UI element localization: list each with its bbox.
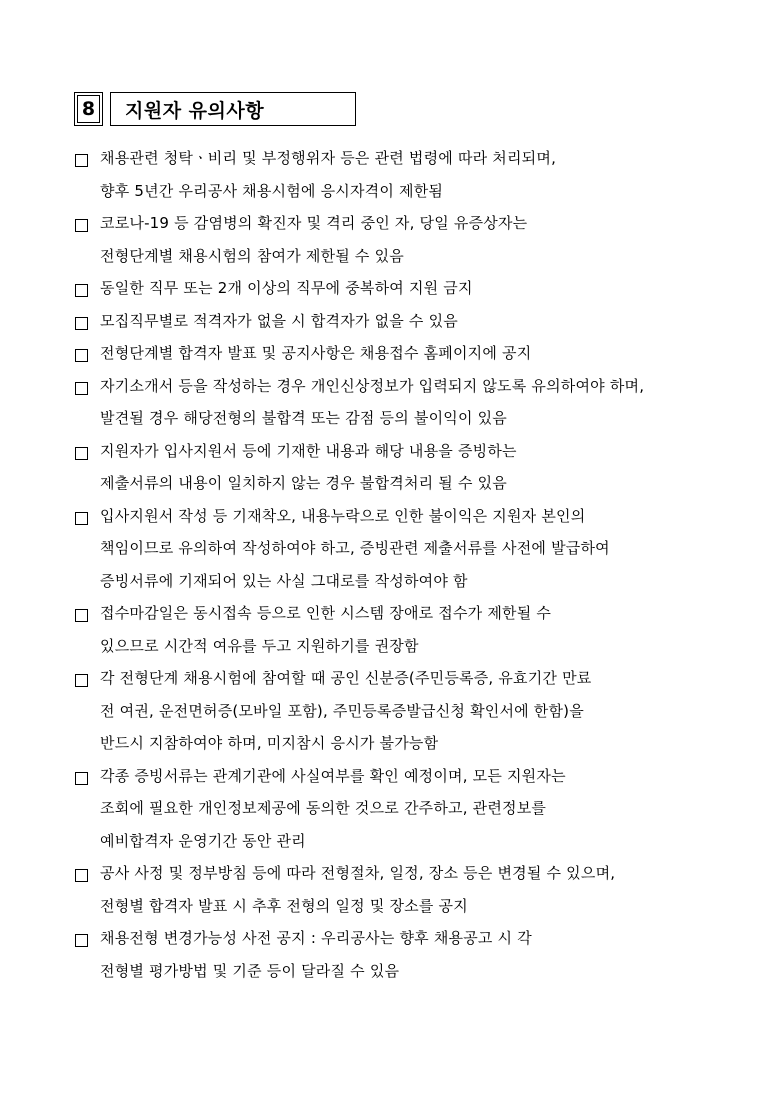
notice-item-text xyxy=(100,665,715,763)
section-number: 8 xyxy=(74,92,103,126)
notice-line: 접수마감일은 동시접속 등으로 인한 시스템 장애로 접수가 제한될 수 xyxy=(100,604,552,622)
checkbox-icon xyxy=(75,349,88,362)
notice-item xyxy=(75,763,715,861)
notice-line: 있으므로 시간적 여유를 두고 지원하기를 권장함 xyxy=(100,636,419,655)
notice-line: 각 전형단계 채용시험에 참여할 때 공인 신분증(주민등록증, 유효기간 만료 xyxy=(100,669,592,687)
notice-item-text xyxy=(100,340,715,373)
notice-item xyxy=(75,308,715,341)
notice-item-text xyxy=(100,763,715,861)
notice-line: 입사지원서 작성 등 기재착오, 내용누락으로 인한 불이익은 지원자 본인의 xyxy=(100,506,586,525)
notice-line: 자기소개서 등을 작성하는 경우 개인신상정보가 입력되지 않도록 유의하여야 하며, xyxy=(100,376,645,395)
notice-item xyxy=(75,275,715,308)
notice-item xyxy=(75,438,715,503)
notice-line: 반드시 지참하여야 하며, 미지참시 응시가 불가능함 xyxy=(100,734,439,752)
notice-line: 발견될 경우 해당전형의 불합격 또는 감점 등의 불이익이 있음 xyxy=(100,409,507,427)
notice-line: 증빙서류에 기재되어 있는 사실 그대로를 작성하여야 함 xyxy=(100,571,468,590)
notice-item-text xyxy=(100,860,715,925)
notice-line: 공사 사정 및 정부방침 등에 따라 전형절차, 일정, 장소 등은 변경될 수 있으며, xyxy=(100,864,616,882)
notice-line: 모집직무별로 적격자가 없을 시 합격자가 없을 수 있음 xyxy=(100,311,458,330)
notice-line: 조회에 필요한 개인정보제공에 동의한 것으로 간주하고, 관련정보를 xyxy=(100,799,547,817)
checkbox-icon xyxy=(75,219,88,232)
checkbox-icon xyxy=(75,317,88,330)
notice-line: 각종 증빙서류는 관계기관에 사실여부를 확인 예정이며, 모든 지원자는 xyxy=(100,766,566,785)
notice-item-text xyxy=(100,210,715,275)
checkbox-icon xyxy=(75,447,88,460)
notice-line: 지원자가 입사지원서 등에 기재한 내용과 해당 내용을 증빙하는 xyxy=(100,441,517,460)
checkbox-icon xyxy=(75,772,88,785)
section-header xyxy=(74,92,356,128)
notice-item xyxy=(75,860,715,925)
notice-line: 책임이므로 유의하여 작성하여야 하고, 증빙관련 제출서류를 사전에 발급하여 xyxy=(100,539,610,557)
checkbox-icon xyxy=(75,154,88,167)
notice-item xyxy=(75,925,715,990)
notice-item-text xyxy=(100,925,715,990)
notice-item-text xyxy=(100,600,715,665)
notice-line: 동일한 직무 또는 2개 이상의 직무에 중복하여 지원 금지 xyxy=(100,279,473,297)
notice-item xyxy=(75,665,715,763)
notice-item xyxy=(75,503,715,601)
notice-line: 향후 5년간 우리공사 채용시험에 응시자격이 제한됨 xyxy=(100,181,444,200)
notice-line: 전형별 합격자 발표 시 추후 전형의 일정 및 장소를 공지 xyxy=(100,896,468,915)
notice-item xyxy=(75,210,715,275)
notice-line: 채용전형 변경가능성 사전 공지 : 우리공사는 향후 채용공고 시 각 xyxy=(100,929,532,947)
notice-line: 예비합격자 운영기간 동안 관리 xyxy=(100,831,306,850)
checkbox-icon xyxy=(75,382,88,395)
notice-line: 채용관련 청탁ㆍ비리 및 부정행위자 등은 관련 법령에 따라 처리되며, xyxy=(100,149,557,167)
notice-list xyxy=(75,145,715,990)
notice-item-text xyxy=(100,308,715,341)
notice-item xyxy=(75,373,715,438)
checkbox-icon xyxy=(75,934,88,947)
notice-item-text xyxy=(100,438,715,503)
checkbox-icon xyxy=(75,869,88,882)
notice-item xyxy=(75,340,715,373)
checkbox-icon xyxy=(75,512,88,525)
checkbox-icon xyxy=(75,609,88,622)
notice-item-text xyxy=(100,503,715,601)
notice-item-text xyxy=(100,145,715,210)
notice-item xyxy=(75,145,715,210)
checkbox-icon xyxy=(75,284,88,297)
notice-item-text xyxy=(100,275,715,308)
notice-item-text xyxy=(100,373,715,438)
notice-line: 전형별 평가방법 및 기준 등이 달라질 수 있음 xyxy=(100,961,400,980)
notice-line: 전 여권, 운전면허증(모바일 포함), 주민등록증발급신청 확인서에 한함)을 xyxy=(100,701,584,720)
notice-line: 전형단계별 채용시험의 참여가 제한될 수 있음 xyxy=(100,246,404,265)
notice-line: 전형단계별 합격자 발표 및 공지사항은 채용접수 홈페이지에 공지 xyxy=(100,344,532,362)
checkbox-icon xyxy=(75,674,88,687)
section-title: 지원자 유의사항 xyxy=(110,92,356,126)
notice-item xyxy=(75,600,715,665)
notice-line: 제출서류의 내용이 일치하지 않는 경우 불합격처리 될 수 있음 xyxy=(100,474,507,492)
notice-line: 코로나-19 등 감염병의 확진자 및 격리 중인 자, 당일 유증상자는 xyxy=(100,214,528,232)
